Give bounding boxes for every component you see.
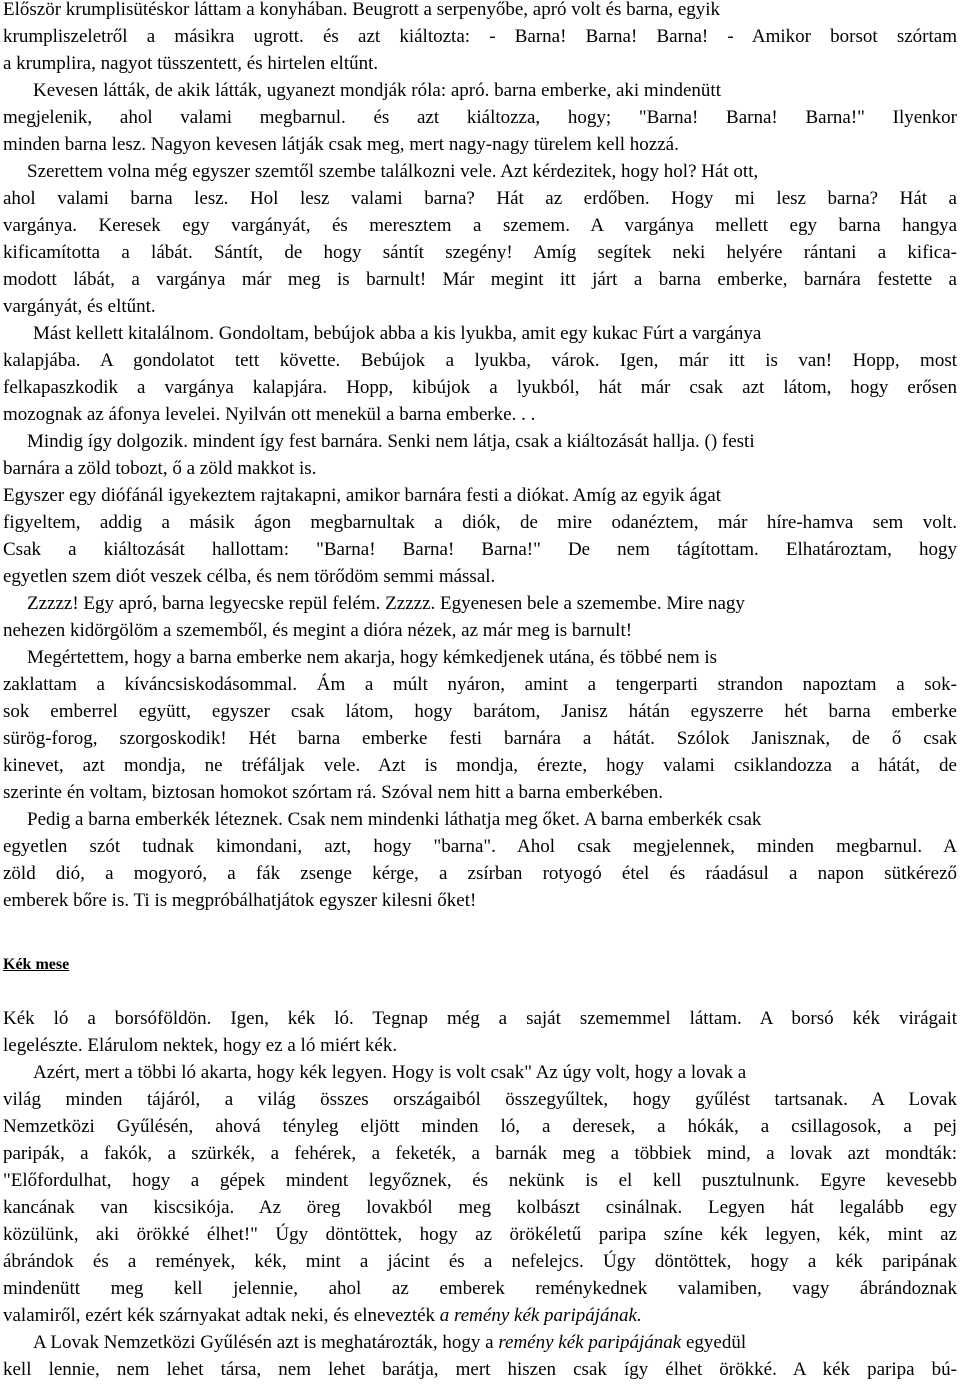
text-line: vargánya. Keresek egy vargányát, és meresztem a szemem. A vargánya mellett egy barna hangya: [3, 215, 957, 236]
text-line: figyeltem, addig a másik ágon megbarnultak a diók, de mire odanéztem, már híre-hamva sem volt.: [3, 512, 957, 533]
text-line: sürög-forog, szorgoskodik! Hét barna emberke festi barnára a hátát. Szólok Janisznak, de ő csak: [3, 728, 957, 749]
text-line: Csak a kiáltozását hallottam: "Barna! Barna! Barna!" De nem tágítottam. Elhatároztam, hogy: [3, 539, 957, 560]
text-line: vargányát, és eltűnt.: [3, 296, 156, 317]
text-line: Kevesen látták, de akik látták, ugyanezt mondják róla: apró. barna emberke, aki mindenütt: [33, 80, 721, 101]
text-line: felkapaszkodik a vargánya kalapjára. Hopp, kibújok a lyukból, hát már csak azt látom, hogy erősen: [3, 377, 957, 398]
text-line: mindenütt meg kell jelennie, ahol az emberek reménykednek valamiben, vagy ábrándoznak: [3, 1278, 957, 1299]
text-line: Egyszer egy diófánál igyekeztem rajtakapni, amikor barnára festi a diókat. Amíg az egyik ágat: [3, 485, 722, 506]
text-line: Mindig így dolgozik. mindent így fest barnára. Senki nem látja, csak a kiáltozását hallja. () festi: [27, 431, 755, 452]
text-line: ahol valami barna lesz. Hol lesz valami barna? Hát az erdőben. Hogy mi lesz barna? Hát a: [3, 188, 957, 209]
text-line: modott lábát, a vargánya már meg is barnult! Már megint itt járt a barna emberke, barnára festette a: [3, 269, 957, 290]
italic-phrase: remény kék paripájának: [498, 1332, 682, 1353]
text-line: Megértettem, hogy a barna emberke nem akarja, hogy kémkedjenek utána, és többé nem is: [27, 647, 718, 668]
text-line: egyetlen szót tudnak kimondani, azt, hogy "barna". Ahol csak megjelennek, minden megbarnul. A: [3, 836, 957, 857]
text-line: legelészte. Elárulom nektek, hogy ez a ló miért kék.: [3, 1035, 398, 1056]
text-line: Mást kellett kitalálnom. Gondoltam, bebújok abba a kis lyukba, amit egy kukac Fúrt a vargánya: [33, 323, 762, 344]
text-line: mozognak az áfonya levelei. Nyilván ott menekül a barna emberke. . .: [3, 404, 536, 425]
text-line: Először krumplisütéskor láttam a konyhában. Beugrott a serpenyőbe, apró volt és barna, egyik: [3, 0, 721, 20]
text-line: emberek bőre is. Ti is megpróbálhatjátok egyszer kilesni őket!: [3, 890, 477, 911]
text-line: szerinte én voltam, biztosan homokot szórtam rá. Szóval nem hitt a barna emberkében.: [3, 782, 664, 803]
text-line: sok emberrel együtt, egyszer csak látom, hogy barátom, Janisz hátán egyszerre hét barna emberke: [3, 701, 957, 722]
text-span: A Lovak Nemzetközi Gyűlésén azt is meghatározták, hogy a: [33, 1332, 499, 1353]
text-line: Zzzzz! Egy apró, barna legyecske repül felém. Zzzzz. Egyenesen bele a szemembe. Mire nagy: [27, 593, 745, 614]
text-line: Nemzetközi Gyűlésén, ahová tényleg eljött minden ló, a deresek, a hókák, a csillagosok, a pej: [3, 1116, 957, 1137]
text-line: közülünk, aki örökké élhet!" Úgy döntöttek, hogy az örökéletű paripa színe kék legyen, kék, mint az: [3, 1224, 957, 1245]
text-line: megjelenik, ahol valami megbarnul. és azt kiáltozza, hogy; "Barna! Barna! Barna!" Ilyenkor: [3, 107, 957, 128]
text-line: kancának van kiscsikója. Az öreg lovakból meg kolbászt csinálnak. Legyen hát legalább egy: [3, 1197, 957, 1218]
text-line: a krumplira, nagyot tüsszentett, és hirtelen eltűnt.: [3, 53, 379, 74]
section-heading: Kék mese: [3, 956, 70, 973]
text-line: [3, 1302, 957, 1329]
text-line: zaklattam a kíváncsiskodásommal. Ám a múlt nyáron, amint a tengerparti strandon napoztam a sok-: [3, 674, 957, 695]
text-span: valamiről, ezért kék szárnyakat adtak neki, és elnevezték: [3, 1305, 440, 1326]
text-line: barnára a zöld tobozt, ő a zöld makkot is.: [3, 458, 317, 479]
text-span: egyedül: [681, 1332, 747, 1353]
italic-phrase: a remény kék paripájának.: [439, 1305, 642, 1326]
text-line: kell lennie, nem lehet társa, nem lehet barátja, mert hiszen csak így élhet örökké. A kék paripa bú-: [3, 1359, 957, 1380]
text-line: Szerettem volna még egyszer szemtől szembe találkozni vele. Azt kérdezitek, hogy hol? Hát ott,: [27, 161, 759, 182]
text-line: Pedig a barna emberkék léteznek. Csak nem mindenki láthatja meg őket. A barna emberkék csak: [27, 809, 762, 830]
text-line: Kék ló a borsóföldön. Igen, kék ló. Tegnap még a saját szememmel láttam. A borsó kék virágait: [3, 1008, 957, 1029]
text-line: minden barna lesz. Nagyon kevesen látják csak meg, mert nagy-nagy türelem kell hozzá.: [3, 134, 679, 155]
text-line: zöld dió, a mogyoró, a fák zsenge kérge, a zsírban rotyogó étel és ráadásul a napon sütkérező: [3, 863, 957, 884]
text-line: Azért, mert a többi ló akarta, hogy kék legyen. Hogy is volt csak" Az úgy volt, hogy a lovak a: [33, 1062, 747, 1083]
text-line: egyetlen szem diót veszek célba, és nem törődöm semmi mással.: [3, 566, 496, 587]
text-line: világ minden tájáról, a világ összes országaiból összegyűltek, hogy gyűlést tartsanak. A Lovak: [3, 1089, 957, 1110]
text-line: nehezen kidörgölöm a szememből, és megint a dióra nézek, az már meg is barnult!: [3, 620, 633, 641]
text-line: kalapjába. A gondolatot tett követte. Bebújok a lyukba, várok. Igen, már itt is van! Hopp, most: [3, 350, 957, 371]
text-line: [3, 1329, 957, 1356]
text-line: krumpliszeletről a másikra ugrott. és azt kiáltozta: - Barna! Barna! Barna! - Amikor borsot szórtam: [3, 26, 957, 47]
text-line: paripák, a fakók, a szürkék, a fehérek, a feketék, a barnák meg a többiek mind, a lovak azt mondták:: [3, 1143, 957, 1164]
text-line: ábrándok és a remények, kék, mint a jácint és a nefelejcs. Úgy döntöttek, hogy a kék paripának: [3, 1251, 957, 1272]
text-line: kificamította a lábát. Sántít, de hogy sántít szegény! Amíg segítek neki helyére rántani a kifica-: [3, 242, 957, 263]
text-line: kinevet, azt mondja, ne tréfáljak vele. Azt is mondja, érezte, hogy valami csiklandozza a hátát, de: [3, 755, 957, 776]
text-line: "Előfordulhat, hogy a gépek mindent legyőznek, és nekünk is el kell pusztulnunk. Egyre kevesebb: [3, 1170, 957, 1191]
